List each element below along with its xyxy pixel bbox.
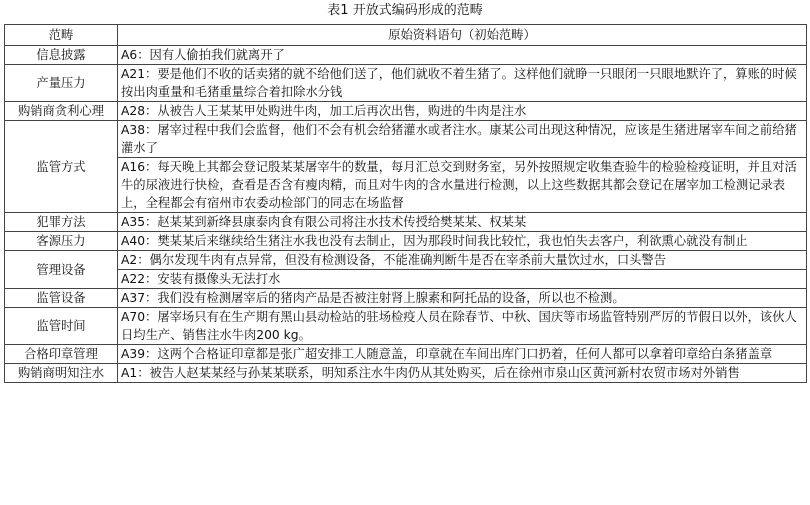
source-cell: A2：偶尔发现牛肉有点异常，但没有检测设备，不能准确判断牛是否在宰杀前大量饮过水，口头警告: [118, 251, 807, 270]
source-cell: A16：每天晚上其都会登记殷某某屠宰牛的数量，每月汇总交到财务室，另外按照规定收集查验牛的检验检疫证明，并且对活牛的尿液进行快检，查看是否含有瘦肉精，而且对牛肉的含水量进行检测，以上这些数据其都会登记在屠宰加工检测记录表上，全程都会有宿州市农委动检部门的同志在场监督: [118, 158, 807, 213]
header-category: 范畴: [5, 25, 118, 46]
source-cell: A40：樊某某后来继续给生猪注水我也没有去制止，因为那段时间我比较忙，我也怕失去客户，利欲熏心就没有制止: [118, 232, 807, 251]
category-cell: 产量压力: [5, 65, 118, 102]
source-cell: A28：从被告人王某某甲处购进牛肉，加工后再次出售，购进的牛肉是注水: [118, 102, 807, 121]
table-header-row: [5, 25, 807, 46]
table-row: [5, 270, 807, 289]
category-cell: 客源压力: [5, 232, 118, 251]
source-cell: A1：被告人赵某某经与孙某某联系，明知系注水牛肉仍从其处购买，后在徐州市泉山区黄河新村农贸市场对外销售: [118, 364, 807, 383]
header-source-statement: 原始资料语句（初始范畴）: [118, 25, 807, 46]
category-cell: 购销商贪利心理: [5, 102, 118, 121]
source-cell: A70：屠宰场只有在生产期有黑山县动检站的驻场检疫人员在除春节、中秋、国庆等市场监管特别严厉的节假日以外，该伙人日均生产、销售注水牛肉200 kg。: [118, 308, 807, 345]
category-cell: 信息披露: [5, 46, 118, 65]
table-caption: 表1 开放式编码形成的范畴: [327, 3, 483, 18]
category-cell: 监管时间: [5, 308, 118, 345]
category-cell: 犯罪方法: [5, 213, 118, 232]
table-row: [5, 213, 807, 232]
source-cell: A22：安装有摄像头无法打水: [118, 270, 807, 289]
source-cell: A35：赵某某到新绛县康泰肉食有限公司将注水技术传授给樊某某、权某某: [118, 213, 807, 232]
category-cell: 管理设备: [5, 251, 118, 289]
table-row: [5, 102, 807, 121]
category-cell: 购销商明知注水: [5, 364, 118, 383]
table-row: [5, 289, 807, 308]
open-coding-table: [4, 24, 807, 383]
source-cell: A39：这两个合格证印章都是张广超安排工人随意盖，印章就在车间出库门口扔着，任何人都可以拿着印章给白条猪盖章: [118, 345, 807, 364]
source-cell: A37：我们没有检测屠宰后的猪肉产品是否被注射肾上腺素和阿托品的设备，所以也不检测。: [118, 289, 807, 308]
table-row: [5, 121, 807, 158]
source-cell: A38：屠宰过程中我们会监督，他们不会有机会给猪灌水或者注水。康某公司出现这种情况，应该是生猪进屠宰车间之前给猪灌水了: [118, 121, 807, 158]
table-row: [5, 232, 807, 251]
table-row: [5, 46, 807, 65]
table-row: [5, 308, 807, 345]
source-cell: A21：要是他们不收的话卖猪的就不给他们送了，他们就收不着生猪了。这样他们就睁一只眼闭一只眼地默许了，算账的时候按出肉重量和毛猪重量综合着扣除水分钱: [118, 65, 807, 102]
category-cell: 合格印章管理: [5, 345, 118, 364]
table-row: [5, 158, 807, 213]
table-row: [5, 364, 807, 383]
category-cell: 监管设备: [5, 289, 118, 308]
table-row: [5, 251, 807, 270]
table-row: [5, 345, 807, 364]
table-row: [5, 65, 807, 102]
category-cell: 监管方式: [5, 121, 118, 213]
source-cell: A6：因有人偷拍我们就离开了: [118, 46, 807, 65]
